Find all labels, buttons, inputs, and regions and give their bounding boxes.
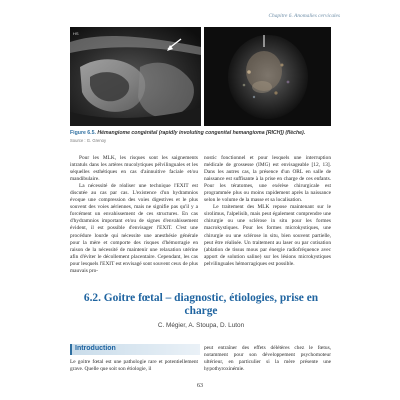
paragraph: nostic fonctionnel et pour lesquels une interruption médicale de grossesse (IMG) est envisageable [12, 13]. Dans les autres cas, la présence d'un ORL en salle de naissance est suffisante à la prise en charge de ces enfants. Pour les tératomes, une exérèse chirurgicale est programmée plus ou moins rapidement après la naissance selon le volume de la masse et sa localisation. xyxy=(204,155,331,204)
running-head: Chapitre 6. Anomalies cervicales xyxy=(268,13,340,19)
figure-caption xyxy=(70,130,332,143)
svg-text:HS: HS xyxy=(73,31,79,36)
text-column-right xyxy=(204,155,331,268)
figure-source: Source : G. Grenoy xyxy=(70,137,107,143)
paragraph: Pour les MLK, les risques sont les saignements intratuls dans les artères mucolytiques pélvilinguales et les séquelles esthétiques en cas d'ainnuitive faciale et/ou mandibulaire. xyxy=(70,155,198,183)
ultrasound-scan-image xyxy=(70,27,201,126)
figure-label: Figure 6.5. xyxy=(70,130,96,136)
page-number: 63 xyxy=(197,383,203,389)
introduction-heading-box xyxy=(70,344,200,355)
section-authors: C. Mégier, A. Stoupa, D. Luton xyxy=(157,322,245,329)
paragraph: Le goitre fœtal est une pathologie rare et potentiellement grave. Quelle que soit son étiologie, il xyxy=(70,359,198,373)
figure-title: Hémangiome congénital (rapidly involuting congenital hemangioma [RICH]) (flèche). xyxy=(97,130,306,136)
figure-ultrasound-image xyxy=(70,27,201,126)
introduction-column-right xyxy=(204,345,331,373)
introduction-heading: Introduction xyxy=(75,345,116,352)
section-title: 6.2. Goitre fœtal – diagnostic, étiologies, prise en charge xyxy=(83,292,319,317)
paragraph: Le traitement des MLK repose maintenant sur le sirolimus, l'alpelisib, mais peut également comprendre une chirurgie ou une sclérose in situ pour les formes macrokystiques. Pour les formes microkystiques, une chirurgie ou une sclérose in situ, bien souvent partielle, peut être réalisée. Un traitement au laser ou par cotisation (ablation de tissus mous par énergie radiofréquence avec apport de solution saline) sur les lésions microkystiques pelvilinguales hémorragiques est possible. xyxy=(204,204,331,267)
mri-scan-image xyxy=(204,27,331,126)
paragraph: La nécessité de réaliser une technique l'EXIT est discutée au cas par cas. L'existence d'un hydramnios évoque une compression des voies digestives et le plus souvent des voies aériennes, mais ne signifie pas qu'il y a forcément un envahissement de ces structures. En cas d'hydramnios important et/ou de signes d'envahissement évident, il est possible d'envisager l'EXIT. C'est une procédure lourde qui nécessite une anesthésie générale pour la mère et comporte des risques d'hémorragie en raison de la nécessité de maintenir une relaxation utérine afin d'éviter le décollement placentaire. Cependant, les cas pour lesquels l'EXIT est envisagé sont souvent ceux de plus mauvais pro- xyxy=(70,183,198,274)
introduction-column-left xyxy=(70,359,198,373)
figure-mri-image xyxy=(204,27,331,126)
paragraph: peut entraîner des effets délétères chez le fœtus, notamment pour son développement psychomoteur ultérieur, en particulier si la mère présente une hypothyroxinémie. xyxy=(204,345,331,373)
text-column-left xyxy=(70,155,198,275)
